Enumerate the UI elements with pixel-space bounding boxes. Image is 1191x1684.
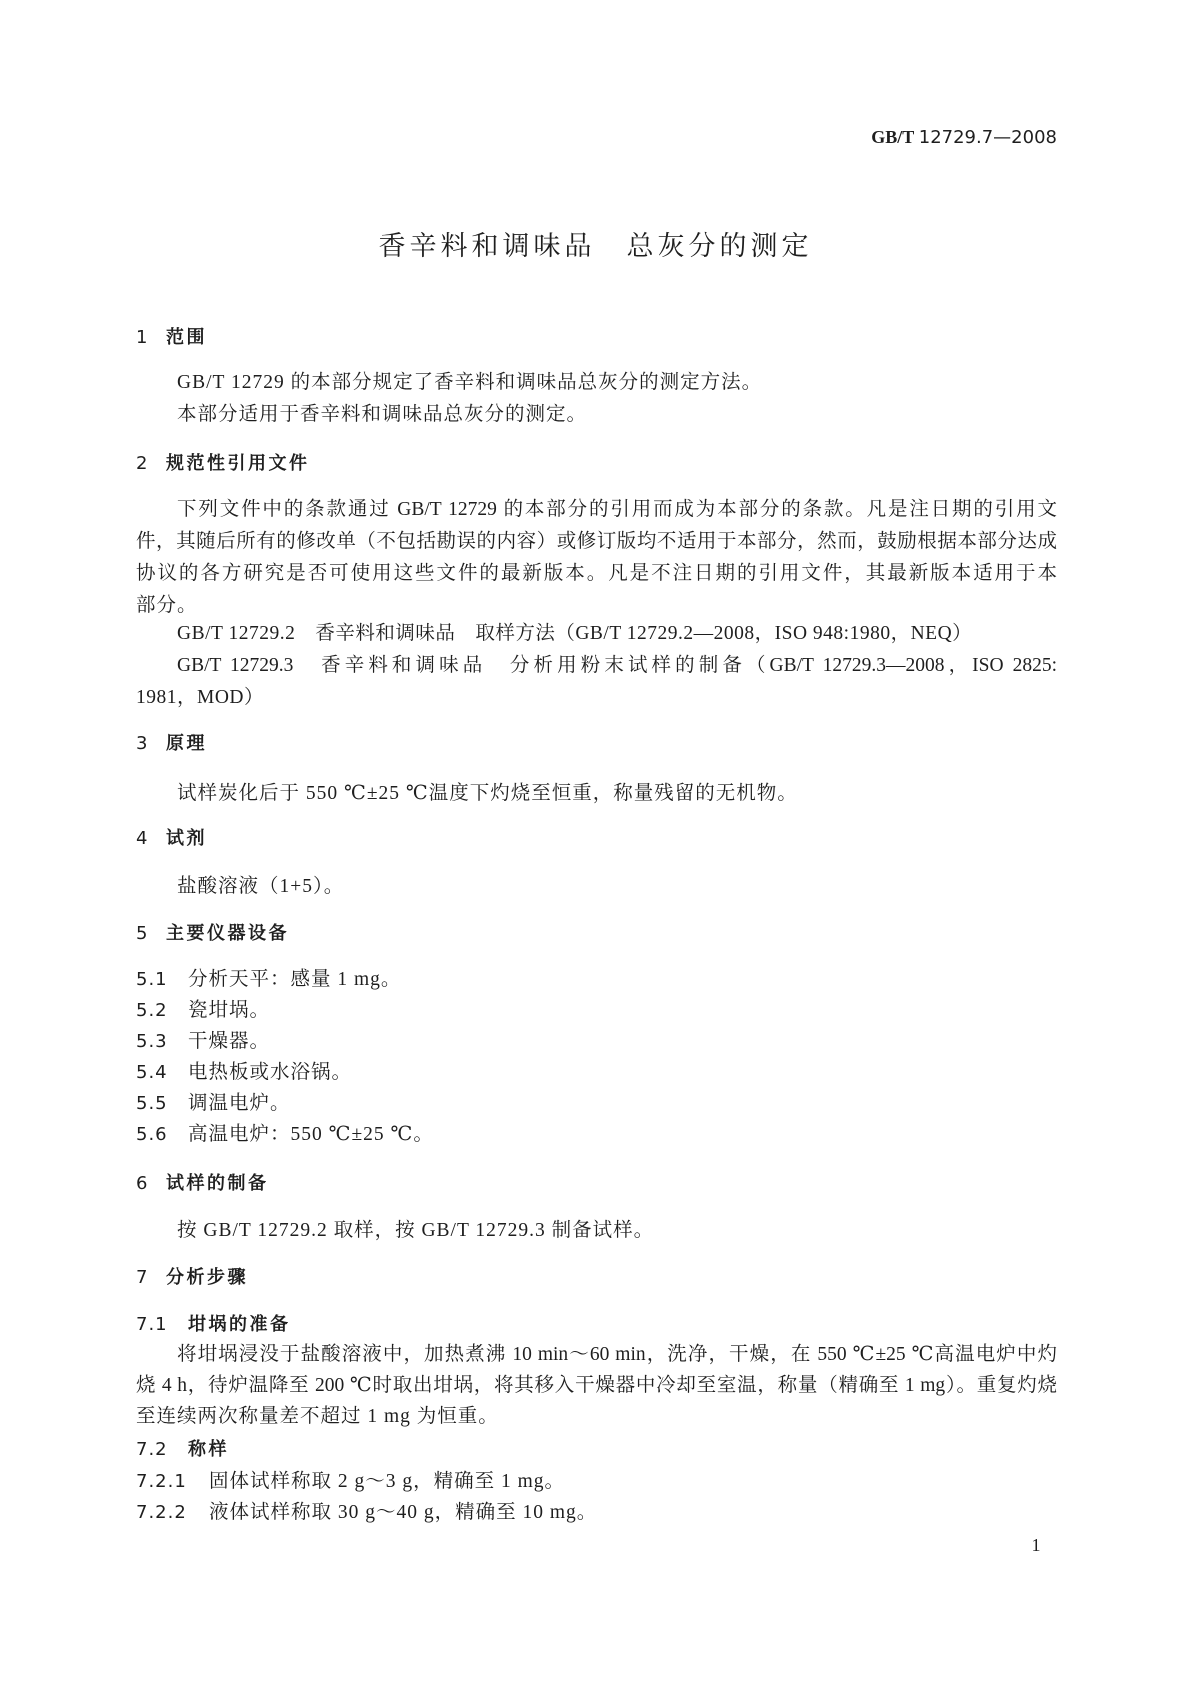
- item-number: 5.2: [136, 1000, 168, 1021]
- section-title: 试样的制备: [166, 1173, 269, 1194]
- equipment-item: [136, 964, 401, 997]
- item-number: 5.3: [136, 1031, 168, 1052]
- section-heading-5: [136, 918, 289, 951]
- paragraph: 本部分适用于香辛料和调味品总灰分的测定。: [177, 404, 588, 425]
- standard-code-header: [871, 121, 1057, 154]
- item-text: 固体试样称取 2 g～3 g，精确至 1 mg。: [209, 1471, 566, 1492]
- item-number: 7.2.2: [136, 1502, 187, 1523]
- paragraph-line: 协议的各方研究是否可使用这些文件的最新版本。凡是不注日期的引用文件，其最新版本适用于本: [136, 563, 1057, 584]
- section-number: 6: [136, 1173, 148, 1194]
- section-number: 5: [136, 923, 148, 944]
- sampling-item: [136, 1466, 565, 1499]
- equipment-item: [136, 1057, 352, 1090]
- equipment-item: [136, 995, 270, 1028]
- item-text: 高温电炉：550 ℃±25 ℃。: [188, 1124, 434, 1145]
- document-title: 香辛料和调味品 总灰分的测定: [378, 231, 813, 262]
- item-text: 分析天平：感量 1 mg。: [188, 969, 402, 990]
- subsection-title: 称样: [188, 1439, 229, 1460]
- section-heading-7: [136, 1262, 248, 1295]
- normative-reference: GB/T 12729.2 香辛料和调味品 取样方法（GB/T 12729.2—2008，ISO 948:1980，NEQ）: [177, 623, 973, 644]
- subsection-number: 7.1: [136, 1314, 168, 1335]
- item-text: 干燥器。: [188, 1031, 271, 1052]
- equipment-item: [136, 1088, 291, 1121]
- paragraph-line: 部分。: [136, 595, 198, 616]
- subsection-number: 7.2: [136, 1439, 168, 1460]
- section-title: 规范性引用文件: [166, 453, 310, 474]
- paragraph-line: 下列文件中的条款通过 GB/T 12729 的本部分的引用而成为本部分的条款。凡是注日期的引用文: [177, 499, 1057, 520]
- section-heading-2: [136, 448, 310, 481]
- section-number: 2: [136, 453, 148, 474]
- normative-reference: GB/T 12729.3 香辛料和调味品 分析用粉末试样的制备（GB/T 12729.3—2008，ISO 2825:: [177, 655, 1057, 676]
- section-number: 3: [136, 733, 148, 754]
- sampling-item: [136, 1497, 597, 1530]
- item-number: 5.5: [136, 1093, 168, 1114]
- section-heading-4: [136, 823, 207, 856]
- paragraph-line: 烧 4 h，待炉温降至 200 ℃时取出坩埚，将其移入干燥器中冷却至室温，称量（精确至 1 mg）。重复灼烧: [136, 1375, 1057, 1396]
- section-heading-3: [136, 728, 207, 761]
- paragraph-line: 将坩埚浸没于盐酸溶液中，加热煮沸 10 min～60 min，洗净，干燥，在 550 ℃±25 ℃高温电炉中灼: [177, 1344, 1057, 1365]
- section-title: 分析步骤: [166, 1267, 248, 1288]
- section-number: 4: [136, 828, 148, 849]
- equipment-item: [136, 1119, 434, 1152]
- page-number: 1: [1031, 1535, 1041, 1555]
- section-heading-1: [136, 322, 207, 355]
- item-number: 5.1: [136, 969, 168, 990]
- item-text: 瓷坩埚。: [188, 1000, 271, 1021]
- paragraph-line: 件，其随后所有的修改单（不包括勘误的内容）或修订版均不适用于本部分，然而，鼓励根据本部分达成: [136, 531, 1057, 552]
- item-text: 液体试样称取 30 g～40 g，精确至 10 mg。: [209, 1502, 598, 1523]
- section-title: 试剂: [166, 828, 207, 849]
- item-text: 调温电炉。: [188, 1093, 291, 1114]
- section-number: 7: [136, 1267, 148, 1288]
- paragraph: 按 GB/T 12729.2 取样，按 GB/T 12729.3 制备试样。: [177, 1220, 655, 1241]
- item-number: 7.2.1: [136, 1471, 187, 1492]
- item-number: 5.4: [136, 1062, 168, 1083]
- paragraph-line: 至连续两次称量差不超过 1 mg 为恒重。: [136, 1406, 499, 1427]
- item-number: 5.6: [136, 1124, 168, 1145]
- item-text: 电热板或水浴锅。: [188, 1062, 353, 1083]
- section-heading-6: [136, 1168, 269, 1201]
- normative-reference-continued: 1981，MOD）: [136, 687, 265, 708]
- subsection-heading-7-1: [136, 1309, 291, 1342]
- section-title: 主要仪器设备: [166, 923, 289, 944]
- section-number: 1: [136, 327, 148, 348]
- section-title: 原理: [166, 733, 207, 754]
- paragraph: 试样炭化后于 550 ℃±25 ℃温度下灼烧至恒重，称量残留的无机物。: [177, 783, 798, 804]
- subsection-title: 坩埚的准备: [188, 1314, 291, 1335]
- standard-code-prefix: GB/T: [871, 127, 915, 147]
- paragraph: GB/T 12729 的本部分规定了香辛料和调味品总灰分的测定方法。: [177, 372, 763, 393]
- subsection-heading-7-2: [136, 1434, 229, 1467]
- section-title: 范围: [166, 327, 207, 348]
- standard-code-number: 12729.7—2008: [918, 127, 1057, 148]
- paragraph: 盐酸溶液（1+5）。: [177, 876, 345, 897]
- equipment-item: [136, 1026, 270, 1059]
